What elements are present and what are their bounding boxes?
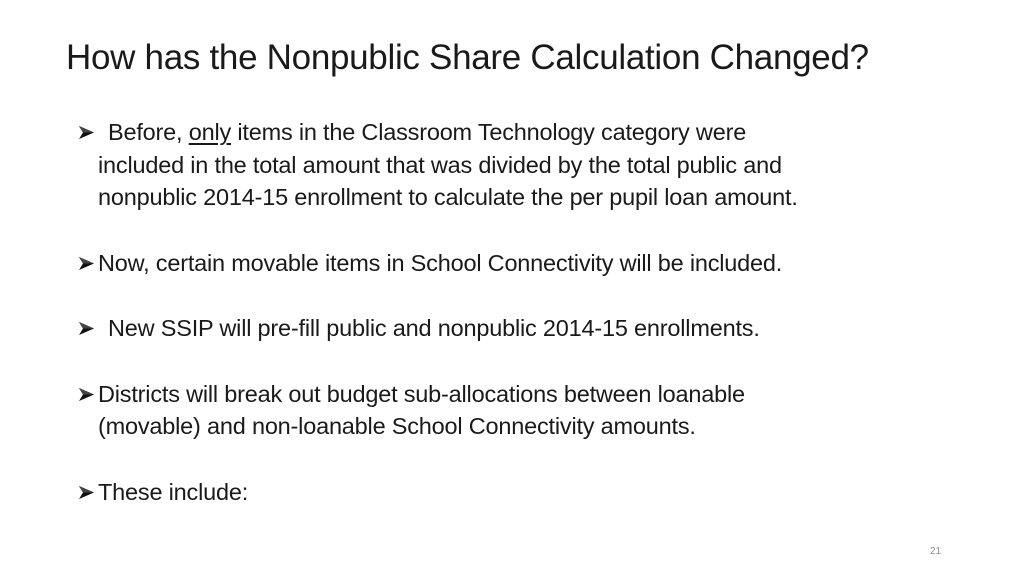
bullet-1-line-2: included in the total amount that was divided by the total public and: [98, 151, 782, 178]
bullet-these-include: [78, 476, 978, 509]
bullet-3-line-1: New SSIP will pre-fill public and nonpublic 2014-15 enrollments.: [108, 315, 760, 341]
page-number: 21: [930, 546, 942, 557]
bullet-1-line-1-prefix: Before,: [108, 119, 189, 145]
slide-title: How has the Nonpublic Share Calculation Changed?: [66, 38, 869, 77]
bullet-1-emphasis: only: [188, 119, 232, 145]
arrow-bullet-icon: [78, 256, 95, 271]
bullet-before-only: [78, 116, 978, 214]
bullet-4-line-1: Districts will break out budget sub-allocations between loanable: [98, 380, 745, 407]
arrow-bullet-icon: [78, 485, 95, 500]
bullet-districts: [78, 378, 978, 443]
bullet-4-line-2: (movable) and non-loanable School Connectivity amounts.: [98, 413, 696, 439]
arrow-bullet-icon: [78, 387, 95, 402]
bullet-1-line-3: nonpublic 2014-15 enrollment to calculate the per pupil loan amount.: [98, 184, 798, 210]
arrow-bullet-icon: [78, 321, 95, 336]
bullet-list: [78, 116, 978, 508]
bullet-2-line-1: Now, certain movable items in School Connectivity will be included.: [98, 249, 783, 276]
bullet-1-line-1: [108, 116, 978, 149]
bullet-1-line-1-suffix: items in the Classroom Technology category were: [231, 119, 747, 145]
bullet-5-line-1: These include:: [98, 478, 249, 505]
bullet-now-certain: [78, 247, 978, 280]
bullet-new-ssip: [78, 312, 978, 345]
arrow-bullet-icon: [78, 125, 95, 140]
